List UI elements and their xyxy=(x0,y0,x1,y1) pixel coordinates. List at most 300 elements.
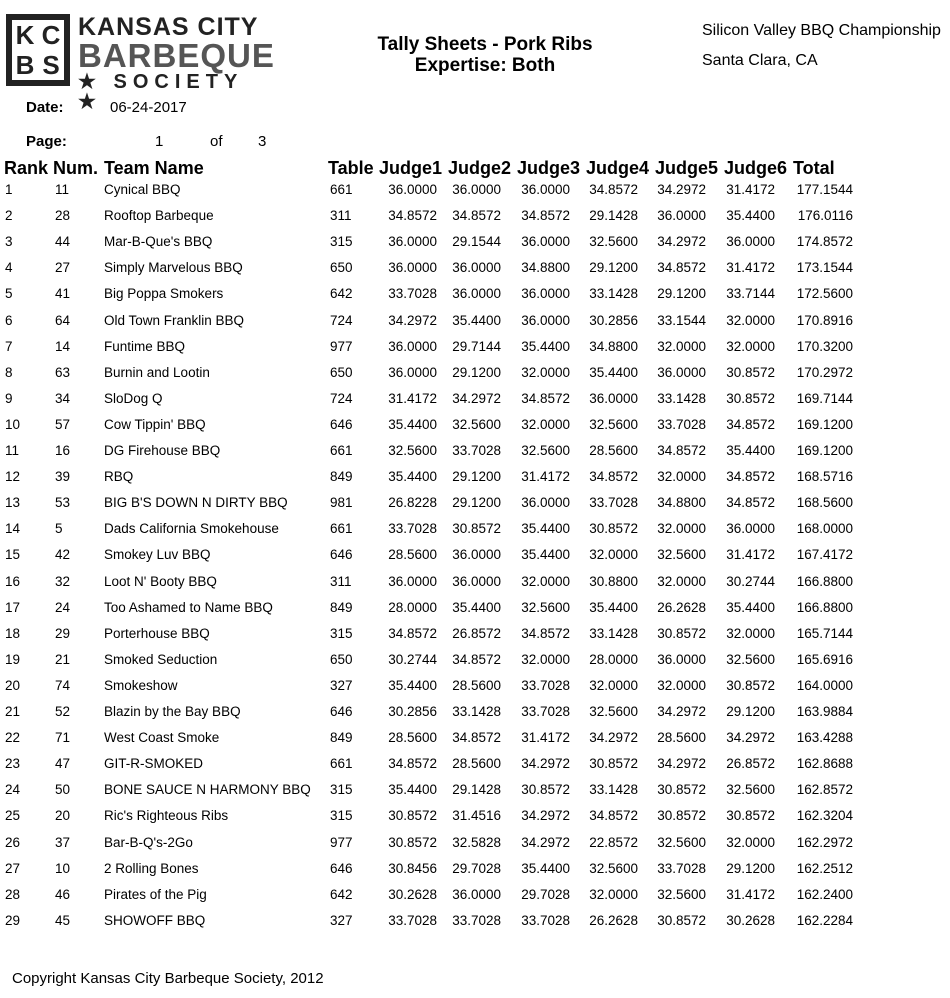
judge5-score-cell: 28.5600 xyxy=(657,730,706,745)
total-score-cell: 162.3204 xyxy=(796,808,853,823)
num-cell: 71 xyxy=(55,730,71,745)
logo-letter: S xyxy=(42,50,60,80)
judge2-score-cell: 36.0000 xyxy=(452,286,501,301)
judge1-score-cell: 32.5600 xyxy=(388,443,437,458)
team-name-cell: SHOWOFF BBQ xyxy=(104,913,206,928)
team-name-cell: Blazin by the Bay BBQ xyxy=(104,704,241,719)
table-number-cell: 327 xyxy=(330,678,353,693)
judge5-score-cell: 29.1200 xyxy=(657,286,706,301)
judge4-score-cell: 34.8572 xyxy=(589,182,638,197)
num-cell: 52 xyxy=(55,704,71,719)
total-score-cell: 169.1200 xyxy=(796,443,853,458)
total-score-cell: 164.0000 xyxy=(796,678,853,693)
logo-line-3: ★ SOCIETY ★ xyxy=(78,71,243,113)
logo-line-2: BARBEQUE xyxy=(78,37,275,74)
logo-letter: K xyxy=(15,20,35,50)
judge1-score-cell: 30.8456 xyxy=(388,861,437,876)
judge3-score-cell: 34.2972 xyxy=(521,835,570,850)
team-name-cell: Cow Tippin' BBQ xyxy=(104,417,206,432)
judge5-score-cell: 34.2972 xyxy=(657,704,706,719)
judge1-score-cell: 28.5600 xyxy=(388,730,437,745)
judge4-score-cell: 32.0000 xyxy=(589,547,638,562)
judge5-score-cell: 30.8572 xyxy=(657,626,706,641)
judge3-score-cell: 36.0000 xyxy=(521,495,570,510)
rank-cell: 14 xyxy=(5,521,21,536)
rank-cell: 2 xyxy=(5,208,13,223)
judge6-score-cell: 30.8572 xyxy=(726,365,775,380)
judge3-score-cell: 31.4172 xyxy=(521,469,570,484)
table-number-cell: 646 xyxy=(330,861,353,876)
column-header-table: Table xyxy=(328,158,374,178)
judge1-score-cell: 28.5600 xyxy=(388,547,437,562)
judge4-score-cell: 36.0000 xyxy=(589,391,638,406)
judge4-score-cell: 34.8572 xyxy=(589,808,638,823)
table-number-cell: 977 xyxy=(330,835,353,850)
total-score-cell: 162.2284 xyxy=(796,913,853,928)
team-name-cell: GIT-R-SMOKED xyxy=(104,756,204,771)
judge1-score-cell: 34.2972 xyxy=(388,313,437,328)
judge3-score-cell: 33.7028 xyxy=(521,913,570,928)
team-name-cell: Pirates of the Pig xyxy=(104,887,207,902)
judge5-score-cell: 34.8800 xyxy=(657,495,706,510)
judge3-score-cell: 29.7028 xyxy=(521,887,570,902)
judge6-score-cell: 35.4400 xyxy=(726,208,775,223)
judge6-score-cell: 34.2972 xyxy=(726,730,775,745)
judge3-score-cell: 34.8800 xyxy=(521,260,570,275)
total-score-cell: 170.3200 xyxy=(796,339,853,354)
judge6-score-cell: 29.1200 xyxy=(726,861,775,876)
judge5-score-cell: 30.8572 xyxy=(657,782,706,797)
team-name-cell: BIG B'S DOWN N DIRTY BBQ xyxy=(104,495,288,510)
judge4-score-cell: 35.4400 xyxy=(589,365,638,380)
table-number-cell: 724 xyxy=(330,313,353,328)
total-score-cell: 177.1544 xyxy=(796,182,853,197)
judge1-score-cell: 28.0000 xyxy=(388,600,437,615)
rank-cell: 21 xyxy=(5,704,21,719)
total-score-cell: 162.2400 xyxy=(796,887,853,902)
judge2-score-cell: 29.1200 xyxy=(452,365,501,380)
rank-cell: 8 xyxy=(5,365,13,380)
table-number-cell: 315 xyxy=(330,626,353,641)
judge2-score-cell: 26.8572 xyxy=(452,626,501,641)
judge2-score-cell: 34.2972 xyxy=(452,391,501,406)
table-number-cell: 661 xyxy=(330,521,353,536)
team-name-cell: BONE SAUCE N HARMONY BBQ xyxy=(104,782,311,797)
judge3-score-cell: 34.2972 xyxy=(521,808,570,823)
column-header-total: Total xyxy=(793,158,835,178)
page-number: 1 xyxy=(155,133,164,150)
team-name-cell: Old Town Franklin BBQ xyxy=(104,313,245,328)
judge1-score-cell: 36.0000 xyxy=(388,182,437,197)
rank-cell: 13 xyxy=(5,495,21,510)
team-name-cell: RBQ xyxy=(104,469,134,484)
team-name-cell: Mar-B-Que's BBQ xyxy=(104,234,213,249)
column-header-judge6: Judge6 xyxy=(724,158,788,178)
judge3-score-cell: 36.0000 xyxy=(521,286,570,301)
judge6-score-cell: 31.4172 xyxy=(726,182,775,197)
judge4-score-cell: 33.1428 xyxy=(589,286,638,301)
rank-cell: 24 xyxy=(5,782,21,797)
judge2-score-cell: 34.8572 xyxy=(452,730,501,745)
total-score-cell: 176.0116 xyxy=(797,208,853,223)
num-cell: 53 xyxy=(55,495,71,510)
rank-cell: 11 xyxy=(5,443,20,458)
table-number-cell: 315 xyxy=(330,808,353,823)
judge5-score-cell: 32.5600 xyxy=(657,887,706,902)
num-cell: 14 xyxy=(55,339,71,354)
team-name-cell: Smokeshow xyxy=(104,678,178,693)
table-number-cell: 650 xyxy=(330,260,353,275)
team-name-cell: Cynical BBQ xyxy=(104,182,181,197)
total-score-cell: 165.7144 xyxy=(796,626,853,641)
judge5-score-cell: 34.8572 xyxy=(657,443,706,458)
judge4-score-cell: 34.8572 xyxy=(589,469,638,484)
judge2-score-cell: 29.1200 xyxy=(452,469,501,484)
rank-cell: 20 xyxy=(5,678,21,693)
total-score-cell: 170.2972 xyxy=(796,365,853,380)
num-cell: 20 xyxy=(55,808,71,823)
judge3-score-cell: 34.8572 xyxy=(521,391,570,406)
judge3-score-cell: 35.4400 xyxy=(521,547,570,562)
judge1-score-cell: 33.7028 xyxy=(388,286,437,301)
judge5-score-cell: 26.2628 xyxy=(657,600,706,615)
num-cell: 39 xyxy=(55,469,71,484)
team-name-cell: Bar-B-Q's-2Go xyxy=(104,835,193,850)
rank-cell: 16 xyxy=(5,574,21,589)
table-number-cell: 849 xyxy=(330,600,353,615)
judge6-score-cell: 30.2744 xyxy=(726,574,775,589)
total-score-cell: 162.2972 xyxy=(796,835,853,850)
total-pages: 3 xyxy=(258,133,267,150)
judge2-score-cell: 28.5600 xyxy=(452,756,501,771)
event-name: Silicon Valley BBQ Championship xyxy=(702,22,941,39)
table-number-cell: 849 xyxy=(330,469,353,484)
total-score-cell: 166.8800 xyxy=(796,574,853,589)
judge1-score-cell: 26.8228 xyxy=(388,495,437,510)
judge2-score-cell: 36.0000 xyxy=(452,887,501,902)
report-title-line-2: Expertise: Both xyxy=(414,55,556,76)
team-name-cell: West Coast Smoke xyxy=(104,730,220,745)
judge6-score-cell: 32.0000 xyxy=(726,313,775,328)
judge6-score-cell: 34.8572 xyxy=(726,417,775,432)
judge6-score-cell: 30.8572 xyxy=(726,391,775,406)
table-number-cell: 977 xyxy=(330,339,353,354)
judge2-score-cell: 29.7144 xyxy=(452,339,501,354)
judge6-score-cell: 32.0000 xyxy=(726,626,775,641)
date-label: Date: xyxy=(26,99,64,116)
judge2-score-cell: 29.1544 xyxy=(452,234,501,249)
num-cell: 46 xyxy=(55,887,71,902)
judge5-score-cell: 34.2972 xyxy=(657,756,706,771)
num-cell: 32 xyxy=(55,574,71,589)
rank-cell: 4 xyxy=(5,260,13,275)
rank-cell: 23 xyxy=(5,756,21,771)
rank-cell: 18 xyxy=(5,626,21,641)
rank-cell: 17 xyxy=(5,600,21,615)
team-name-cell: Burnin and Lootin xyxy=(104,365,210,380)
num-cell: 47 xyxy=(55,756,71,771)
judge4-score-cell: 32.5600 xyxy=(589,417,638,432)
table-number-cell: 642 xyxy=(330,286,353,301)
judge5-score-cell: 33.7028 xyxy=(657,417,706,432)
judge4-score-cell: 32.5600 xyxy=(589,234,638,249)
team-name-cell: 2 Rolling Bones xyxy=(104,861,199,876)
num-cell: 34 xyxy=(55,391,71,406)
rank-cell: 7 xyxy=(5,339,13,354)
num-cell: 29 xyxy=(55,626,71,641)
judge2-score-cell: 33.7028 xyxy=(452,913,501,928)
judge2-score-cell: 36.0000 xyxy=(452,182,501,197)
num-cell: 24 xyxy=(55,600,71,615)
total-score-cell: 169.7144 xyxy=(796,391,853,406)
total-score-cell: 168.5716 xyxy=(796,469,853,484)
judge6-score-cell: 31.4172 xyxy=(726,260,775,275)
table-number-cell: 311 xyxy=(330,208,352,223)
judge5-score-cell: 32.0000 xyxy=(657,678,706,693)
judge2-score-cell: 36.0000 xyxy=(452,574,501,589)
page-label: Page: xyxy=(26,133,67,150)
judge3-score-cell: 35.4400 xyxy=(521,861,570,876)
num-cell: 42 xyxy=(55,547,71,562)
judge5-score-cell: 30.8572 xyxy=(657,808,706,823)
copyright-notice: Copyright Kansas City Barbeque Society, 2012 xyxy=(12,970,324,987)
judge2-score-cell: 34.8572 xyxy=(452,652,501,667)
total-score-cell: 173.1544 xyxy=(796,260,853,275)
team-name-cell: Simply Marvelous BBQ xyxy=(104,260,243,275)
judge5-score-cell: 32.5600 xyxy=(657,547,706,562)
judge3-score-cell: 34.2972 xyxy=(521,756,570,771)
judge4-score-cell: 35.4400 xyxy=(589,600,638,615)
column-header-judge1: Judge1 xyxy=(379,158,443,178)
judge1-score-cell: 35.4400 xyxy=(388,678,437,693)
num-cell: 45 xyxy=(55,913,71,928)
judge1-score-cell: 36.0000 xyxy=(388,260,437,275)
num-cell: 63 xyxy=(55,365,71,380)
judge4-score-cell: 29.1428 xyxy=(589,208,638,223)
rank-cell: 6 xyxy=(5,313,13,328)
judge4-score-cell: 26.2628 xyxy=(589,913,638,928)
column-header-judge2: Judge2 xyxy=(448,158,512,178)
judge5-score-cell: 34.2972 xyxy=(657,234,706,249)
rank-cell: 19 xyxy=(5,652,21,667)
table-number-cell: 849 xyxy=(330,730,353,745)
team-name-cell: Smoked Seduction xyxy=(104,652,218,667)
total-score-cell: 165.6916 xyxy=(796,652,853,667)
judge1-score-cell: 36.0000 xyxy=(388,234,437,249)
judge6-score-cell: 35.4400 xyxy=(726,600,775,615)
rank-cell: 22 xyxy=(5,730,21,745)
team-name-cell: Too Ashamed to Name BBQ xyxy=(104,600,273,615)
judge4-score-cell: 32.5600 xyxy=(589,861,638,876)
num-cell: 21 xyxy=(55,652,71,667)
total-score-cell: 167.4172 xyxy=(796,547,853,562)
judge3-score-cell: 32.0000 xyxy=(521,652,570,667)
judge3-score-cell: 30.8572 xyxy=(521,782,570,797)
table-number-cell: 315 xyxy=(330,782,353,797)
team-name-cell: Smokey Luv BBQ xyxy=(104,547,211,562)
rank-cell: 9 xyxy=(5,391,13,406)
column-header-judge5: Judge5 xyxy=(655,158,719,178)
table-number-cell: 724 xyxy=(330,391,353,406)
total-score-cell: 168.5600 xyxy=(796,495,853,510)
column-header-num: Num. xyxy=(53,158,98,178)
judge6-score-cell: 31.4172 xyxy=(726,887,775,902)
judge5-score-cell: 34.8572 xyxy=(657,260,706,275)
judge1-score-cell: 30.2744 xyxy=(388,652,437,667)
judge4-score-cell: 34.2972 xyxy=(589,730,638,745)
rank-cell: 3 xyxy=(5,234,13,249)
judge3-score-cell: 36.0000 xyxy=(521,313,570,328)
judge4-score-cell: 29.1200 xyxy=(589,260,638,275)
judge6-score-cell: 36.0000 xyxy=(726,521,775,536)
judge5-score-cell: 32.0000 xyxy=(657,521,706,536)
judge3-score-cell: 35.4400 xyxy=(521,339,570,354)
num-cell: 41 xyxy=(55,286,71,301)
judge6-score-cell: 26.8572 xyxy=(726,756,775,771)
judge2-score-cell: 33.1428 xyxy=(452,704,501,719)
judge3-score-cell: 32.0000 xyxy=(521,417,570,432)
judge1-score-cell: 33.7028 xyxy=(388,913,437,928)
column-header-rank: Rank xyxy=(4,158,49,178)
column-header-team: Team Name xyxy=(104,158,204,178)
num-cell: 16 xyxy=(55,443,71,458)
judge1-score-cell: 30.2856 xyxy=(388,704,437,719)
judge2-score-cell: 36.0000 xyxy=(452,260,501,275)
judge2-score-cell: 31.4516 xyxy=(452,808,501,823)
table-number-cell: 650 xyxy=(330,652,353,667)
judge1-score-cell: 30.8572 xyxy=(388,835,437,850)
table-number-cell: 661 xyxy=(330,443,353,458)
judge6-score-cell: 32.5600 xyxy=(726,782,775,797)
rank-cell: 5 xyxy=(5,286,13,301)
num-cell: 74 xyxy=(55,678,71,693)
judge4-score-cell: 28.5600 xyxy=(589,443,638,458)
table-number-cell: 646 xyxy=(330,417,353,432)
judge5-score-cell: 36.0000 xyxy=(657,365,706,380)
judge5-score-cell: 34.2972 xyxy=(657,182,706,197)
table-number-cell: 311 xyxy=(330,574,352,589)
judge1-score-cell: 33.7028 xyxy=(388,521,437,536)
judge2-score-cell: 29.7028 xyxy=(452,861,501,876)
team-name-cell: DG Firehouse BBQ xyxy=(104,443,221,458)
judge2-score-cell: 35.4400 xyxy=(452,600,501,615)
table-number-cell: 315 xyxy=(330,234,353,249)
judge2-score-cell: 35.4400 xyxy=(452,313,501,328)
judge1-score-cell: 36.0000 xyxy=(388,339,437,354)
rank-cell: 12 xyxy=(5,469,21,484)
num-cell: 37 xyxy=(55,835,71,850)
judge4-score-cell: 34.8800 xyxy=(589,339,638,354)
team-name-cell: Dads California Smokehouse xyxy=(104,521,279,536)
judge1-score-cell: 30.2628 xyxy=(388,887,437,902)
column-header-judge3: Judge3 xyxy=(517,158,581,178)
table-number-cell: 642 xyxy=(330,887,353,902)
team-name-cell: Porterhouse BBQ xyxy=(104,626,210,641)
report-title xyxy=(330,34,640,76)
judge6-score-cell: 34.8572 xyxy=(726,495,775,510)
judge5-score-cell: 33.7028 xyxy=(657,861,706,876)
num-cell: 27 xyxy=(55,260,71,275)
num-cell: 11 xyxy=(55,182,70,197)
judge5-score-cell: 32.0000 xyxy=(657,574,706,589)
judge5-score-cell: 32.0000 xyxy=(657,339,706,354)
judge1-score-cell: 36.0000 xyxy=(388,365,437,380)
event-location: Santa Clara, CA xyxy=(702,52,818,69)
num-cell: 5 xyxy=(55,521,63,536)
judge3-score-cell: 32.0000 xyxy=(521,365,570,380)
num-cell: 50 xyxy=(55,782,71,797)
rank-cell: 1 xyxy=(5,182,13,197)
judge3-score-cell: 33.7028 xyxy=(521,678,570,693)
judge3-score-cell: 34.8572 xyxy=(521,208,570,223)
judge1-score-cell: 34.8572 xyxy=(388,208,437,223)
rank-cell: 28 xyxy=(5,887,21,902)
judge5-score-cell: 33.1544 xyxy=(657,313,706,328)
judge3-score-cell: 34.8572 xyxy=(521,626,570,641)
judge3-score-cell: 36.0000 xyxy=(521,234,570,249)
judge6-score-cell: 32.0000 xyxy=(726,339,775,354)
judge2-score-cell: 32.5828 xyxy=(452,835,501,850)
logo-letter: B xyxy=(15,50,35,80)
judge1-score-cell: 34.8572 xyxy=(388,626,437,641)
judge1-score-cell: 36.0000 xyxy=(388,574,437,589)
total-score-cell: 162.8688 xyxy=(796,756,853,771)
total-score-cell: 162.2512 xyxy=(796,861,853,876)
judge6-score-cell: 32.0000 xyxy=(726,835,775,850)
logo-line-1: KANSAS CITY xyxy=(78,13,259,41)
judge6-score-cell: 30.8572 xyxy=(726,808,775,823)
team-name-cell: Big Poppa Smokers xyxy=(104,286,224,301)
judge5-score-cell: 32.5600 xyxy=(657,835,706,850)
judge4-score-cell: 22.8572 xyxy=(589,835,638,850)
table-number-cell: 327 xyxy=(330,913,353,928)
num-cell: 10 xyxy=(55,861,71,876)
judge1-score-cell: 35.4400 xyxy=(388,782,437,797)
team-name-cell: Loot N' Booty BBQ xyxy=(104,574,217,589)
total-score-cell: 174.8572 xyxy=(796,234,853,249)
table-number-cell: 650 xyxy=(330,365,353,380)
judge5-score-cell: 32.0000 xyxy=(657,469,706,484)
rank-cell: 25 xyxy=(5,808,21,823)
table-number-cell: 646 xyxy=(330,704,353,719)
rank-cell: 10 xyxy=(5,417,21,432)
judge6-score-cell: 32.5600 xyxy=(726,652,775,667)
judge6-score-cell: 30.2628 xyxy=(726,913,775,928)
total-score-cell: 170.8916 xyxy=(796,313,853,328)
judge4-score-cell: 33.7028 xyxy=(589,495,638,510)
total-score-cell: 168.0000 xyxy=(796,521,853,536)
judge4-score-cell: 28.0000 xyxy=(589,652,638,667)
judge2-score-cell: 29.1428 xyxy=(452,782,501,797)
judge6-score-cell: 29.1200 xyxy=(726,704,775,719)
kcbs-logo-wordmark xyxy=(78,14,274,112)
report-title-line-1: Tally Sheets - Pork Ribs xyxy=(377,34,593,55)
judge6-score-cell: 31.4172 xyxy=(726,547,775,562)
logo-letter: C xyxy=(41,20,61,50)
judge5-score-cell: 36.0000 xyxy=(657,652,706,667)
table-number-cell: 661 xyxy=(330,756,353,771)
judge4-score-cell: 30.8800 xyxy=(589,574,638,589)
judge1-score-cell: 35.4400 xyxy=(388,417,437,432)
judge5-score-cell: 36.0000 xyxy=(657,208,706,223)
kcbs-logo-mark xyxy=(6,14,70,86)
judge2-score-cell: 28.5600 xyxy=(452,678,501,693)
total-score-cell: 172.5600 xyxy=(796,286,853,301)
judge3-score-cell: 32.5600 xyxy=(521,443,570,458)
judge5-score-cell: 30.8572 xyxy=(657,913,706,928)
column-header-judge4: Judge4 xyxy=(586,158,650,178)
judge1-score-cell: 34.8572 xyxy=(388,756,437,771)
